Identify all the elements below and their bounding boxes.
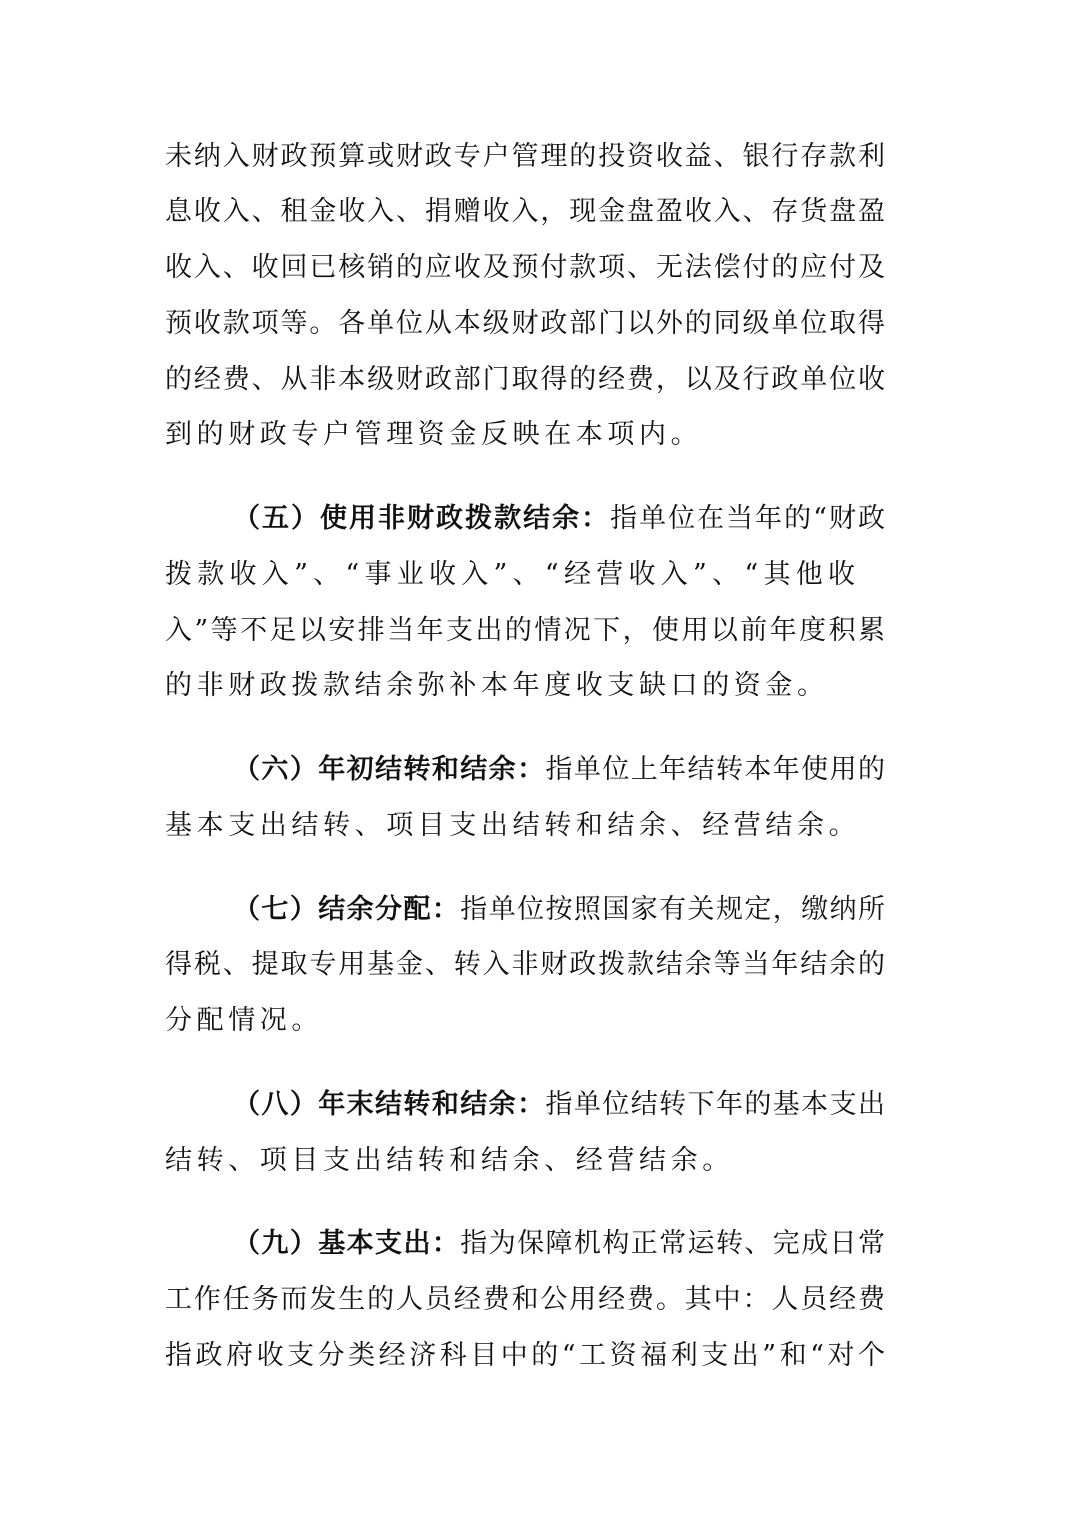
text-line: 得税、提取专用基金、转入非财政拨款结余等当年结余的: [165, 949, 885, 980]
section-6-heading: （六）年初结转和结余：: [233, 754, 546, 785]
text-line: 指政府收支分类经济科目中的“工资福利支出”和“对个: [165, 1340, 885, 1371]
text-line: 拨款收入”、“事业收入”、“经营收入”、“其他收: [165, 559, 855, 590]
section-5-first-line: [233, 499, 885, 539]
section-9-heading: （九）基本支出：: [233, 1228, 461, 1259]
text-line: 的经费、从非本级财政部门取得的经费，以及行政单位收: [165, 364, 885, 395]
text-line: 工作任务而发生的人员经费和公用经费。其中：人员经费: [165, 1284, 885, 1315]
section-9-text: 指为保障机构正常运转、完成日常: [460, 1228, 886, 1259]
section-6-first-line: [233, 750, 885, 790]
section-8-text: 指单位结转下年的基本支出: [545, 1089, 885, 1120]
text-line: 收入、收回已核销的应收及预付款项、无法偿付的应付及: [165, 252, 885, 283]
text-line: 息收入、租金收入、捐赠收入，现金盘盈收入、存货盘盈: [165, 196, 885, 227]
text-line: 基本支出结转、项目支出结转和结余、经营结余。: [165, 810, 861, 841]
text-line: 预收款项等。各单位从本级财政部门以外的同级单位取得: [165, 308, 885, 339]
section-7-first-line: [233, 890, 885, 930]
text-line: 入”等不足以安排当年支出的情况下，使用以前年度积累: [165, 615, 885, 646]
section-7-text: 指单位按照国家有关规定，缴纳所: [460, 894, 886, 925]
text-line: 的非财政拨款结余弥补本年度收支缺口的资金。: [165, 670, 829, 701]
text-line: 结转、项目支出结转和结余、经营结余。: [165, 1145, 734, 1176]
text-line: 未纳入财政预算或财政专户管理的投资收益、银行存款利: [165, 141, 885, 172]
text-line: 到的财政专户管理资金反映在本项内。: [165, 419, 703, 450]
section-5-heading: （五）使用非财政拨款结余：: [233, 503, 611, 534]
section-8-first-line: [233, 1085, 885, 1125]
section-6-text: 指单位上年结转本年使用的: [545, 754, 885, 785]
text-line: 分配情况。: [165, 1005, 323, 1036]
section-7-heading: （七）结余分配：: [233, 894, 461, 925]
section-9-first-line: [233, 1224, 885, 1264]
section-5-text: 指单位在当年的“财政: [610, 503, 886, 534]
section-8-heading: （八）年末结转和结余：: [233, 1089, 546, 1120]
